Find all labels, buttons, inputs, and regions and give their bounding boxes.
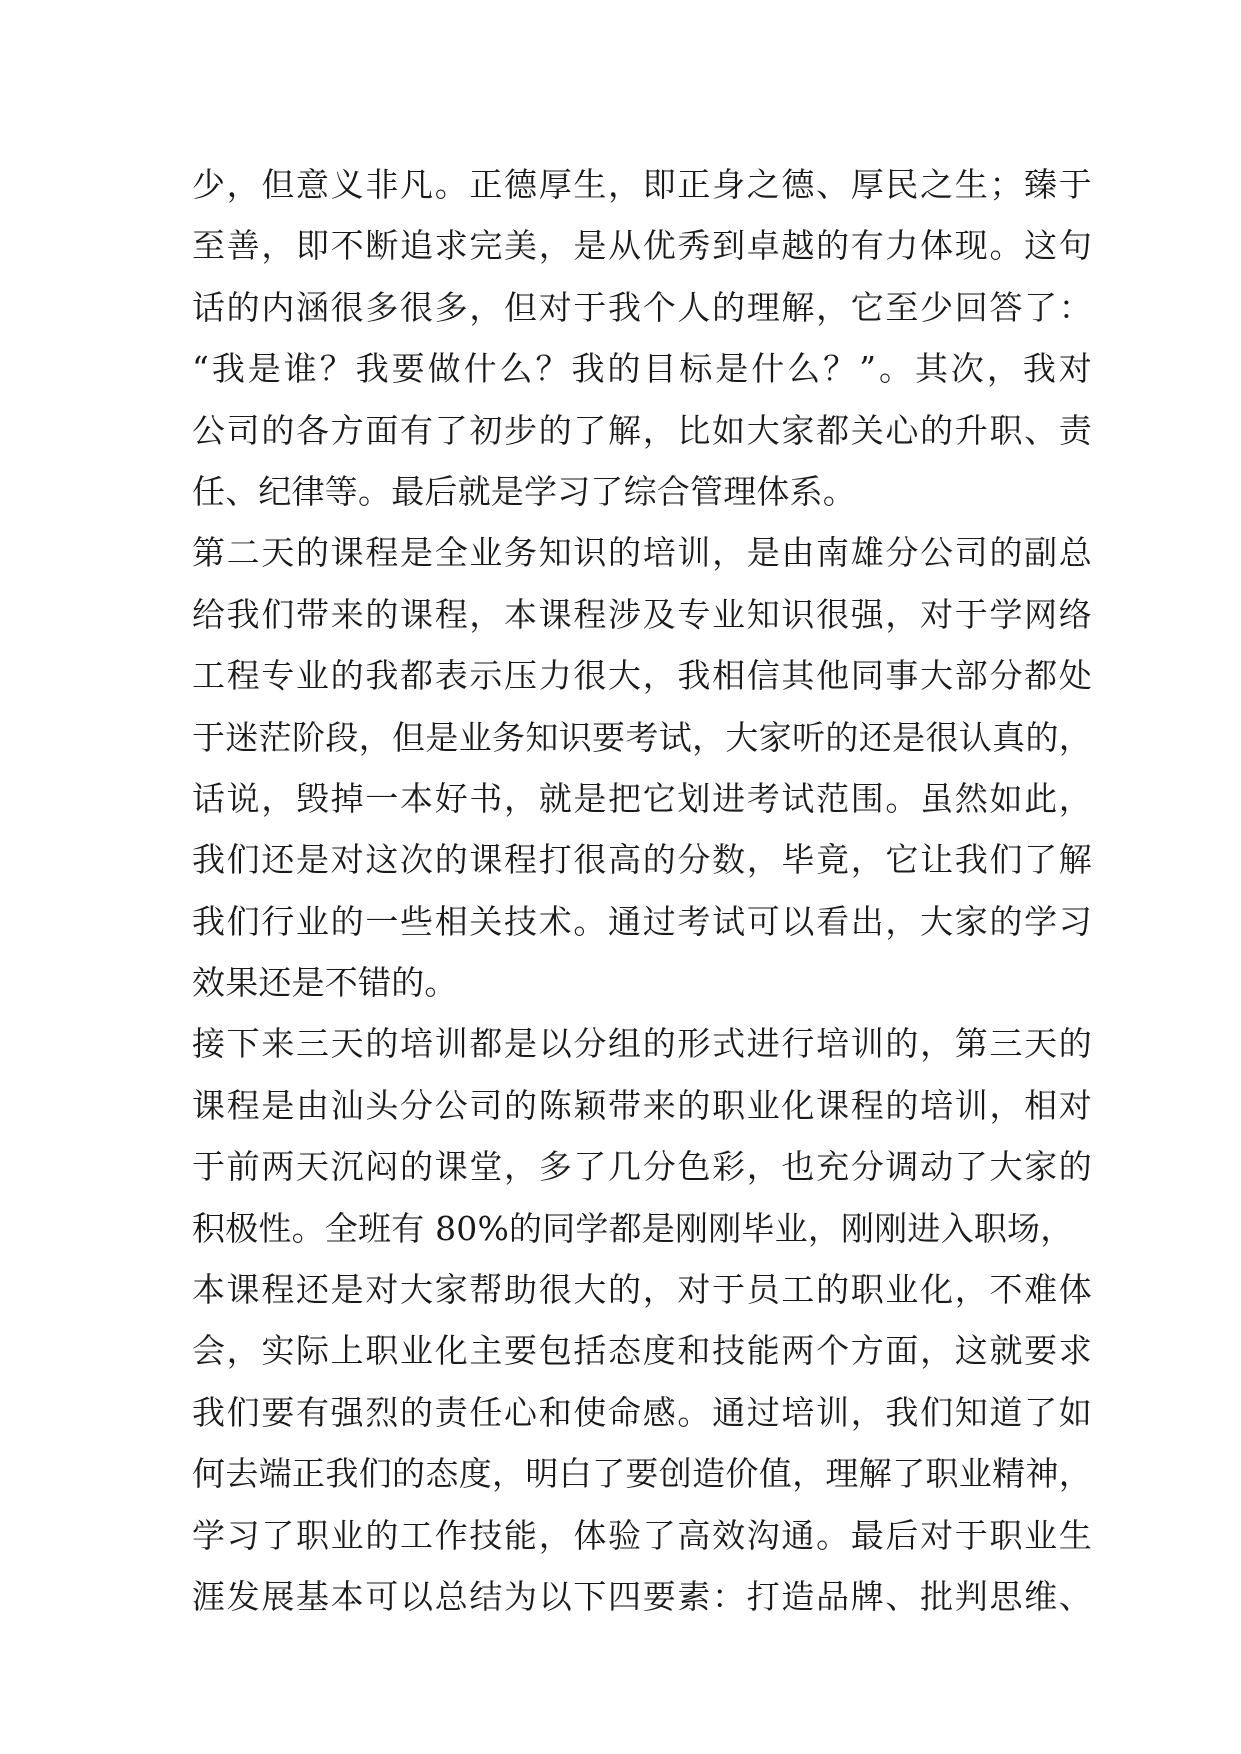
text-line: 我们要有强烈的责任心和使命感。通过培训，我们知道了如: [192, 1392, 1092, 1432]
text-line: 接下来三天的培训都是以分组的形式进行培训的，第三天的: [192, 1024, 1092, 1064]
text-line: 工程专业的我都表示压力很大，我相信其他同事大部分都处: [192, 656, 1092, 696]
text-line: 我们行业的一些相关技术。通过考试可以看出，大家的学习: [192, 901, 1092, 941]
text-line: 于前两天沉闷的课堂，多了几分色彩，也充分调动了大家的: [192, 1147, 1092, 1187]
text-line: 少，但意义非凡。正德厚生，即正身之德、厚民之生；臻于: [192, 165, 1092, 204]
text-line: 效果还是不错的。: [192, 963, 458, 1003]
text-line: 话的内涵很多很多，但对于我个人的理解，它至少回答了：: [192, 287, 1092, 327]
text-line: 任、纪律等。最后就是学习了综合管理体系。: [192, 471, 856, 511]
body-text: [192, 154, 1092, 1627]
text-line: 话说，毁掉一本好书，就是把它划进考试范围。虽然如此，: [192, 778, 1092, 818]
text-line: 我们还是对这次的课程打很高的分数，毕竟，它让我们了解: [192, 840, 1092, 880]
text-line: 积极性。全班有 80%的同学都是刚刚毕业，刚刚进入职场，: [192, 1208, 1074, 1248]
text-line: 课程是由汕头分公司的陈颖带来的职业化课程的培训，相对: [192, 1085, 1092, 1125]
text-line: 学习了职业的工作技能，体验了高效沟通。最后对于职业生: [192, 1515, 1092, 1555]
text-line: 第二天的课程是全业务知识的培训，是由南雄分公司的副总: [192, 533, 1092, 573]
text-line: 至善，即不断追求完美，是从优秀到卓越的有力体现。这句: [192, 226, 1092, 266]
text-line: 会，实际上职业化主要包括态度和技能两个方面，这就要求: [192, 1331, 1092, 1371]
text-line: “我是谁？我要做什么？我的目标是什么？”。其次，我对: [192, 349, 1092, 389]
text-line: 本课程还是对大家帮助很大的，对于员工的职业化，不难体: [192, 1270, 1092, 1310]
text-line: 于迷茫阶段，但是业务知识要考试，大家听的还是很认真的，: [192, 717, 1092, 757]
text-line: 给我们带来的课程，本课程涉及专业知识很强，对于学网络: [192, 594, 1092, 634]
text-line: 何去端正我们的态度，明白了要创造价值，理解了职业精神，: [192, 1454, 1092, 1494]
text-line: 公司的各方面有了初步的了解，比如大家都关心的升职、责: [192, 410, 1092, 450]
text-line: 涯发展基本可以总结为以下四要素：打造品牌、批判思维、: [192, 1576, 1092, 1616]
